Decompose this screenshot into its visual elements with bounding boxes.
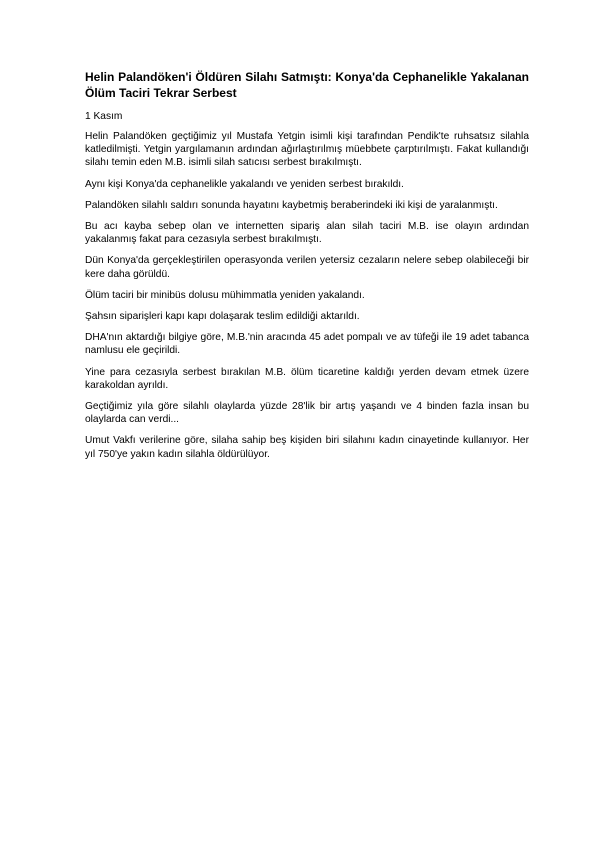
article-paragraph: Geçtiğimiz yıla göre silahlı olaylarda yüzde 28'lik bir artış yaşandı ve 4 binden fazla insan bu olaylarda can verdi... <box>85 401 529 426</box>
article-paragraph: Helin Palandöken geçtiğimiz yıl Mustafa Yetgin isimli kişi tarafından Pendik'te ruhsatsız silahla katledilmişti. Yetgin yargılamanın ardından ağırlaştırılmış müebbete çarptırılmıştı. Fakat kullandığı silahı temin eden M.B. isimli silah satıcısı serbest bırakılmıştı. <box>85 131 529 169</box>
article-paragraph: Şahsın siparişleri kapı kapı dolaşarak teslim edildiği aktarıldı. <box>85 311 360 323</box>
article-paragraph: Ölüm taciri bir minibüs dolusu mühimmatla yeniden yakalandı. <box>85 289 365 301</box>
article-title: Helin Palandöken'i Öldüren Silahı Satmıştı: Konya'da Cephanelikle Yakalanan Ölüm Taciri Tekrar Serbest <box>85 70 529 100</box>
article-paragraph: Palandöken silahlı saldırı sonunda hayatını kaybetmiş beraberindeki iki kişi de yaralanmıştı. <box>85 199 498 211</box>
article-date: 1 Kasım <box>85 111 123 122</box>
article-paragraph: Yine para cezasıyla serbest bırakılan M.B. ölüm ticaretine kaldığı yerden devam etmek üzere karakoldan ayrıldı. <box>85 366 529 391</box>
article-paragraph: Bu acı kayba sebep olan ve internetten sipariş alan silah taciri M.B. ise olayın ardından yakalanmış fakat para cezasıyla serbest bırakılmıştı. <box>85 221 529 246</box>
document-page <box>85 70 529 469</box>
article-paragraph: Dün Konya'da gerçekleştirilen operasyonda verilen yetersiz cezaların nelere sebep olabileceği bir kere daha görüldü. <box>85 255 529 280</box>
article-paragraph: Umut Vakfı verilerine göre, silaha sahip beş kişiden biri silahını kadın cinayetinde kullanıyor. Her yıl 750'ye yakın kadın silahla öldürülüyor. <box>85 435 529 460</box>
article-paragraph: Aynı kişi Konya'da cephanelikle yakalandı ve yeniden serbest bırakıldı. <box>85 178 404 190</box>
article-paragraph: DHA'nın aktardığı bilgiye göre, M.B.'nin aracında 45 adet pompalı ve av tüfeği ile 19 adet tabanca namlusu ele geçirildi. <box>85 332 529 357</box>
